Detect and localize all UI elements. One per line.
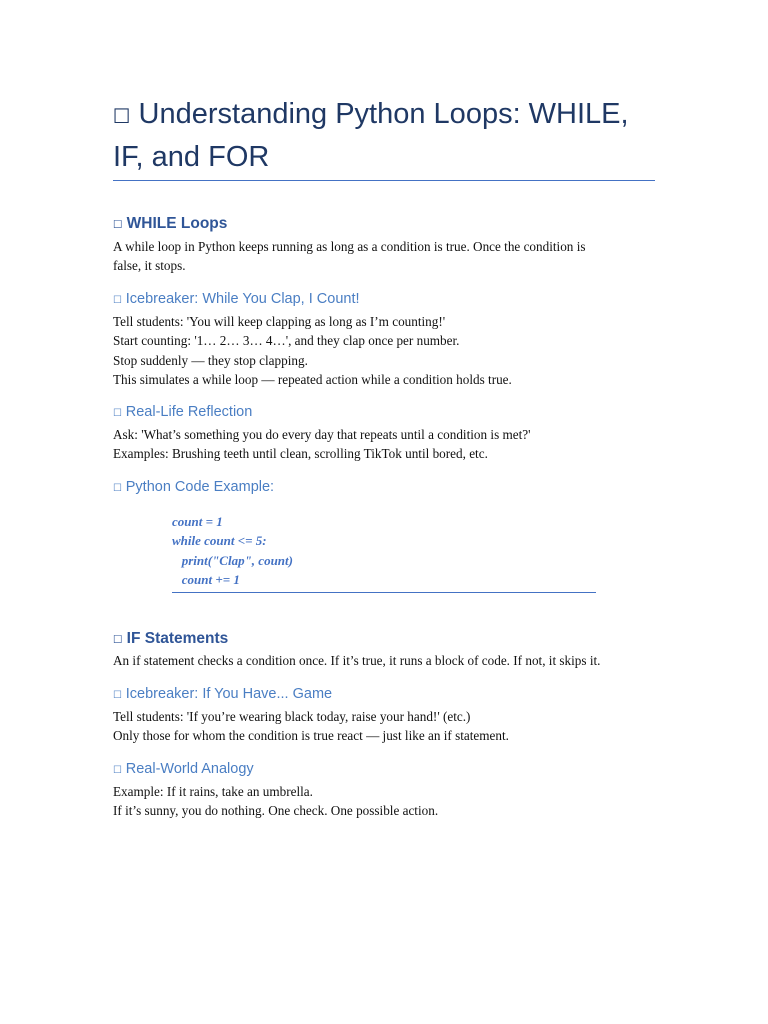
paragraph-line: Tell students: 'You will keep clapping as long as I’m counting!' — [113, 314, 446, 329]
python-code-example-heading — [113, 477, 274, 497]
real-life-reflection-heading-text: Real-Life Reflection — [125, 404, 253, 420]
paragraph-line: Examples: Brushing teeth until clean, scrolling TikTok until bored, etc. — [113, 446, 488, 462]
emoji-placeholder-icon: ☐ — [113, 214, 123, 232]
while-loops-heading-text: WHILE Loops — [126, 215, 228, 232]
paragraph-line: This simulates a while loop — repeated action while a condition holds true. — [113, 371, 512, 387]
real-life-reflection-heading — [113, 402, 252, 422]
paragraph-line: Start counting: '1… 2… 3… 4…', and they clap once per number. — [113, 333, 460, 349]
real-world-analogy-heading-text: Real-World Analogy — [125, 761, 254, 777]
page-title-text: Understanding Python Loops: WHILE, IF, and FOR — [113, 98, 629, 173]
emoji-placeholder-icon: ☐ — [113, 761, 122, 777]
if-statements-heading — [113, 628, 228, 649]
while-icebreaker-heading — [113, 289, 360, 309]
emoji-placeholder-icon: ☐ — [113, 479, 122, 495]
paragraph-line: If it’s sunny, you do nothing. One check. One possible action. — [113, 803, 439, 819]
while-loops-heading — [113, 213, 227, 234]
page-title — [113, 92, 655, 179]
code-line: count += 1 — [172, 571, 240, 587]
paragraph-line: Stop suddenly — they stop clapping. — [113, 352, 308, 368]
emoji-placeholder-icon: ☐ — [113, 404, 122, 420]
code-line: count = 1 — [172, 514, 223, 529]
emoji-placeholder-icon: ☐ — [113, 629, 123, 647]
paragraph-line: Tell students: 'If you’re wearing black today, raise your hand!' (etc.) — [113, 709, 471, 724]
emoji-placeholder-icon: ☐ — [113, 686, 122, 702]
while-intro-paragraph — [113, 237, 658, 276]
code-block — [172, 512, 596, 589]
while-icebreaker-paragraph — [113, 312, 658, 389]
paragraph-line: Only those for whom the condition is true react — just like an if statement. — [113, 728, 509, 744]
code-block-underline — [172, 592, 596, 593]
while-icebreaker-heading-text: Icebreaker: While You Clap, I Count! — [125, 291, 360, 307]
code-line: print("Clap", count) — [172, 552, 293, 568]
paragraph-line: A while loop in Python keeps running as long as a condition is true. Once the condition is — [113, 239, 586, 254]
if-icebreaker-heading — [113, 684, 332, 704]
paragraph-line: An if statement checks a condition once. If it’s true, it runs a block of code. If not, it skips it. — [113, 653, 601, 668]
emoji-placeholder-icon: ☐ — [113, 291, 122, 307]
paragraph-line: Example: If it rains, take an umbrella. — [113, 784, 313, 799]
if-icebreaker-paragraph — [113, 707, 658, 746]
code-line: while count <= 5: — [172, 533, 267, 549]
if-statements-heading-text: IF Statements — [126, 630, 229, 647]
python-code-example-heading-text: Python Code Example: — [125, 479, 275, 495]
paragraph-line: Ask: 'What’s something you do every day that repeats until a condition is met?' — [113, 427, 531, 442]
title-underline — [113, 180, 655, 181]
paragraph-line: false, it stops. — [113, 258, 186, 274]
real-world-analogy-heading — [113, 759, 254, 779]
analogy-paragraph — [113, 782, 658, 821]
if-icebreaker-heading-text: Icebreaker: If You Have... Game — [125, 686, 333, 702]
emoji-placeholder-icon: ☐ — [113, 96, 131, 130]
reflection-paragraph — [113, 425, 658, 464]
if-intro-paragraph — [113, 651, 658, 670]
